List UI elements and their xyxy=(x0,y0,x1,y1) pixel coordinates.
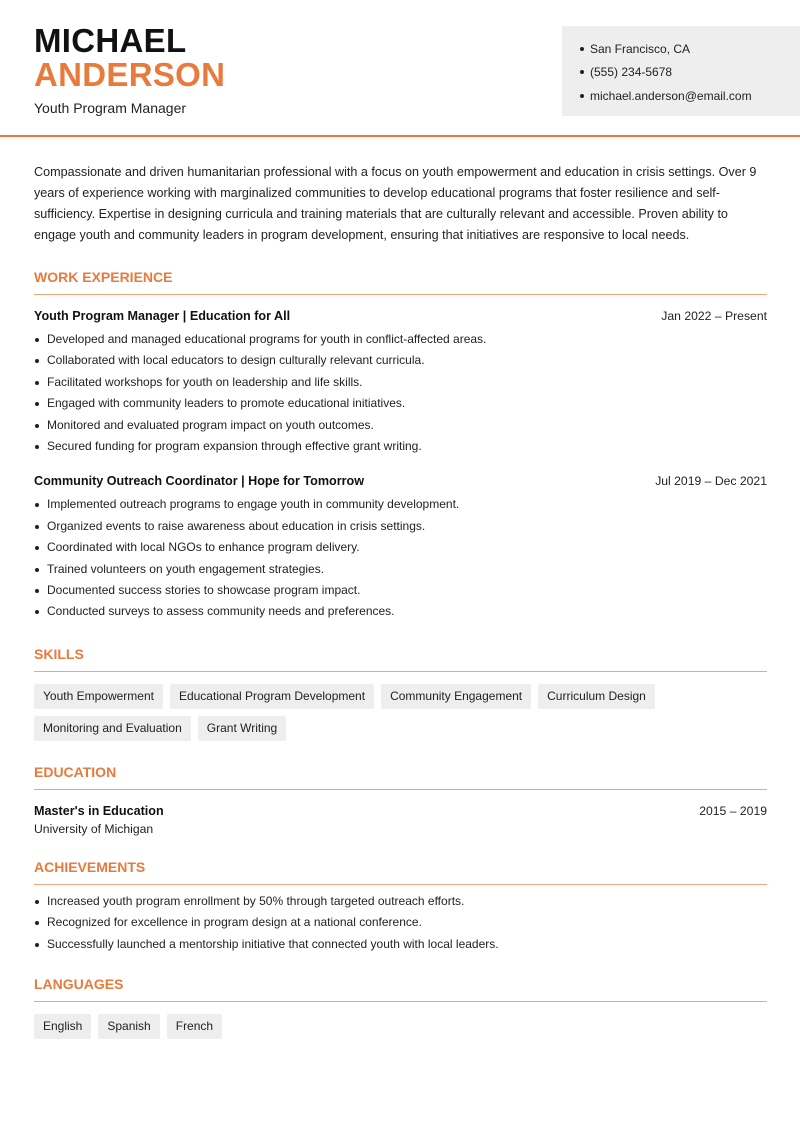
job-header xyxy=(34,309,767,323)
section-title-education: EDUCATION xyxy=(34,764,767,790)
last-name: ANDERSON xyxy=(34,56,226,93)
job-role: Community Outreach Coordinator | Hope for Tomorrow xyxy=(34,474,365,489)
contact-phone xyxy=(580,61,800,85)
list-item: Organized events to raise awareness about education in crisis settings. xyxy=(34,516,767,537)
skills-list xyxy=(34,684,767,748)
list-item: Engaged with community leaders to promote educational initiatives. xyxy=(34,393,767,414)
language-tag: French xyxy=(167,1014,222,1039)
phone-text: (555) 234-5678 xyxy=(590,65,673,80)
job-dates: Jul 2019 – Dec 2021 xyxy=(655,474,767,489)
list-item: Recognized for excellence in program design at a national conference. xyxy=(34,912,767,933)
professional-summary: Compassionate and driven humanitarian professional with a focus on youth empowerment and education in crisis settings. Over 9 years of experience working with marginalized communities to develop educational programs that foster resilience and self-sufficiency. Expertise in designing curricula and training materials that are culturally relevant and accessible. Proven ability to engage youth and community leaders in program development, ensuring that initiatives are responsive to local needs. xyxy=(34,165,757,242)
language-tag: English xyxy=(34,1014,91,1039)
list-item: Documented success stories to showcase program impact. xyxy=(34,580,767,601)
list-item: Collaborated with local educators to design culturally relevant curricula. xyxy=(34,350,767,371)
skill-tag: Educational Program Development xyxy=(170,684,374,709)
list-item: Secured funding for program expansion through effective grant writing. xyxy=(34,436,767,457)
professional-title: Youth Program Manager xyxy=(34,100,187,116)
list-item: Coordinated with local NGOs to enhance program delivery. xyxy=(34,537,767,558)
contact-info-box xyxy=(562,26,800,116)
job-entry xyxy=(34,309,767,457)
bullet-icon xyxy=(580,94,584,98)
contact-email xyxy=(580,84,800,108)
first-name: MICHAEL xyxy=(34,22,187,59)
bullet-icon xyxy=(580,47,584,51)
list-item: Implemented outreach programs to engage youth in community development. xyxy=(34,494,767,515)
education-dates: 2015 – 2019 xyxy=(699,803,767,818)
resume-body xyxy=(34,162,767,1046)
job-bullets xyxy=(34,494,767,622)
language-tag: Spanish xyxy=(98,1014,159,1039)
section-title-skills: SKILLS xyxy=(34,646,767,672)
section-title-achievements: ACHIEVEMENTS xyxy=(34,859,767,885)
list-item: Developed and managed educational programs for youth in conflict-affected areas. xyxy=(34,329,767,350)
school-name: University of Michigan xyxy=(34,821,154,836)
skill-tag: Grant Writing xyxy=(198,716,286,741)
resume-header xyxy=(0,0,800,137)
skill-tag: Curriculum Design xyxy=(538,684,655,709)
section-title-work: WORK EXPERIENCE xyxy=(34,269,767,295)
list-item: Conducted surveys to assess community needs and preferences. xyxy=(34,601,767,622)
languages-list xyxy=(34,1014,767,1046)
list-item: Facilitated workshops for youth on leadership and life skills. xyxy=(34,372,767,393)
list-item: Increased youth program enrollment by 50% through targeted outreach efforts. xyxy=(34,891,767,912)
bullet-icon xyxy=(580,70,584,74)
job-entry xyxy=(34,474,767,622)
skill-tag: Monitoring and Evaluation xyxy=(34,716,191,741)
education-entry xyxy=(34,804,767,836)
job-role: Youth Program Manager | Education for All xyxy=(34,309,291,323)
contact-location xyxy=(580,37,800,61)
job-bullets xyxy=(34,329,767,457)
email-text: michael.anderson@email.com xyxy=(590,88,752,103)
skill-tag: Community Engagement xyxy=(381,684,531,709)
skill-tag: Youth Empowerment xyxy=(34,684,163,709)
location-text: San Francisco, CA xyxy=(590,41,691,56)
job-dates: Jan 2022 – Present xyxy=(661,309,767,323)
education-header xyxy=(34,804,767,818)
achievements-list xyxy=(34,891,767,955)
list-item: Successfully launched a mentorship initiative that connected youth with local leaders. xyxy=(34,934,767,955)
list-item: Trained volunteers on youth engagement strategies. xyxy=(34,559,767,580)
list-item: Monitored and evaluated program impact on youth outcomes. xyxy=(34,415,767,436)
degree: Master's in Education xyxy=(34,803,164,818)
section-title-languages: LANGUAGES xyxy=(34,976,767,1002)
job-header xyxy=(34,474,767,488)
